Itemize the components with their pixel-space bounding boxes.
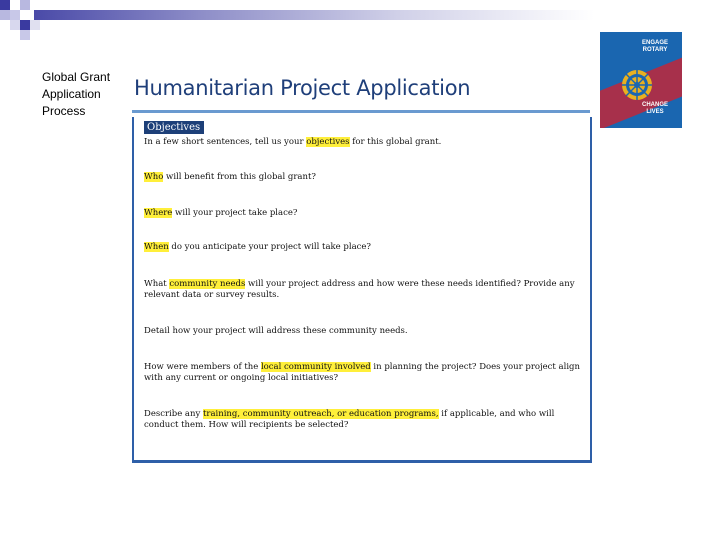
document-title: Humanitarian Project Application: [134, 76, 471, 100]
question-training: Describe any training, community outreach, or education programs, if applicable, and who will conduct them. How will recipients be selected?: [144, 409, 555, 430]
question-who: Who will benefit from this global grant?: [144, 172, 316, 182]
question-objectives: In a few short sentences, tell us your objectives for this global grant.: [144, 137, 442, 147]
rotary-wheel-icon: [620, 68, 654, 102]
question-community-needs: What community needs will your project address and how were these needs identified? Provide any relevant data or survey results.: [144, 279, 575, 300]
section-header: Objectives: [144, 121, 204, 134]
title-rule: [132, 110, 590, 113]
question-where: Where will your project take place?: [144, 208, 298, 218]
side-title: Global Grant Application Process: [42, 70, 111, 118]
question-address-needs: Detail how your project will address these community needs.: [144, 326, 408, 336]
question-when: When do you anticipate your project will take place?: [144, 242, 371, 252]
objectives-form: [132, 117, 592, 463]
logo-bottom-text: CHANGE LIVES: [641, 102, 668, 115]
question-local-community: How were members of the local community involved in planning the project? Does your project align with any current or ongoing local initiatives?: [144, 362, 580, 383]
logo-top-text: ENGAGE ROTARY: [641, 40, 668, 53]
rotary-logo: [600, 32, 682, 128]
